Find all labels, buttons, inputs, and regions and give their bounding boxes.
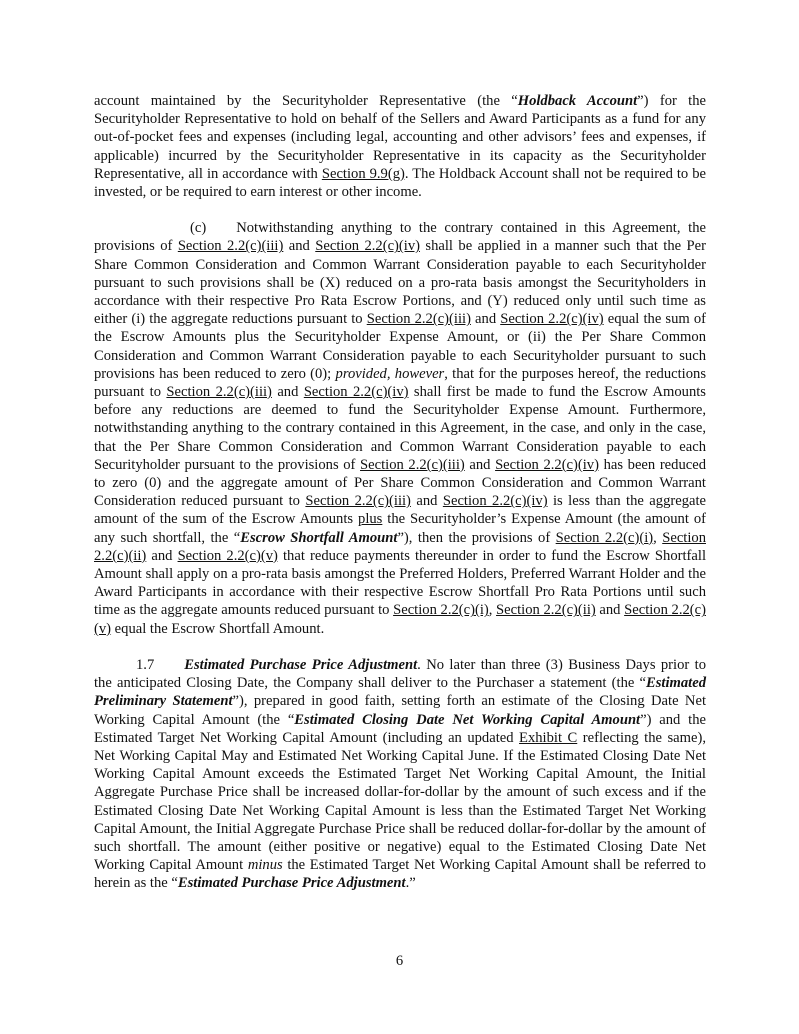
defined-term-holdback-account: Holdback Account (517, 93, 638, 109)
section-number: 1.7 (136, 656, 155, 673)
paragraph-holdback-account: account maintained by the Securityholder Representative (the “Holdback Account”) for the Securityholder Representative to hold on behalf of the Sellers and Award Participants as a fund for any out-of-pocket fees and expenses (including legal, accounting and other advisors’ fees and expenses, if applicable) incurred by the Securityholder Representative in its capacity as the Securityholder Representative, all in accordance with Section 9.9(g). The Holdback Account shall not be required to be invested, or be required to earn interest or other income. (94, 93, 707, 201)
section-reference: Section 2.2(c)(iv) (315, 238, 420, 255)
section-reference: Section 2.2(c)(iii) (305, 493, 411, 510)
paragraph-label: (c) (190, 220, 207, 237)
section-reference: Section 2.2(c)(iv) (442, 493, 548, 510)
section-reference: Section 2.2(c)(iii) (177, 238, 284, 255)
section-reference: Section 2.2(c)(ii) (94, 529, 706, 564)
defined-term-estimated-closing-date-nwc-amount: Estimated Closing Date Net Working Capital Amount (294, 711, 641, 728)
section-reference: Section 2.2(c)(v) (94, 602, 706, 637)
defined-term-escrow-shortfall-amount: Escrow Shortfall Amount (240, 529, 398, 546)
section-1-7: 1.7 Estimated Purchase Price Adjustment. No later than three (3) Business Days prior to the anticipated Closing Date, the Company shall deliver to the Purchaser a statement (the “Estimated Preliminary Statement”), prepared in good faith, setting forth an estimate of the Closing Date Net Working Capital Amount (the “Estimated Closing Date Net Working Capital Amount”) and the Estimated Target Net Working Capital Amount (including an updated Exhibit C reflecting the same), Net Working Capital May and Estimated Net Working Capital June. If the Estimated Closing Date Net Working Capital Amount exceeds the Estimated Target Net Working Capital Amount, the Initial Aggregate Purchase Price shall be increased dollar-for-dollar by the amount of such excess and if the Estimated Closing Date Net Working Capital Amount is less than the Estimated Target Net Working Capital Amount, the Initial Aggregate Purchase Price shall be reduced dollar-for-dollar by the amount of such shortfall. The amount (either positive or negative) equal to the Estimated Closing Date Net Working Capital Amount minus the Estimated Target Net Working Capital Amount shall be referred to herein as the “Estimated Purchase Price Adjustment.” (94, 656, 706, 892)
document-page (94, 92, 706, 911)
section-reference: Section 9.9(g) (321, 165, 405, 182)
section-heading: Estimated Purchase Price Adjustment (184, 656, 418, 673)
plus-term: plus (358, 511, 383, 528)
section-reference: Section 2.2(c)(iii) (360, 456, 465, 473)
section-reference: Section 2.2(c)(iv) (500, 311, 604, 328)
page-number: 6 (395, 953, 404, 969)
section-reference: Section 2.2(c)(iv) (495, 456, 599, 473)
section-reference: Section 2.2(c)(i) (393, 602, 489, 619)
section-reference: Section 2.2(c)(iii) (166, 384, 272, 401)
provided-however: provided, however (335, 365, 445, 382)
section-reference: Section 2.2(c)(iv) (303, 384, 409, 401)
exhibit-reference: Exhibit C (519, 729, 578, 746)
section-reference: Section 2.2(c)(i) (555, 529, 654, 546)
section-reference: Section 2.2(c)(iii) (366, 311, 471, 328)
minus-term: minus (247, 857, 283, 874)
paragraph-c: (c) Notwithstanding anything to the contrary contained in this Agreement, the provisions of Section 2.2(c)(iii) and Section 2.2(c)(iv) shall be applied in a manner such that the Per Share Common Consideration and Common Warrant Consideration payable to each Securityholder pursuant to such provisions shall be (X) reduced on a pro-rata basis amongst the Securityholders in accordance with their respective Pro Rata Escrow Portions, and (Y) reduced only until such time as either (i) the aggregate reductions pursuant to Section 2.2(c)(iii) and Section 2.2(c)(iv) equal the sum of the Escrow Amounts plus the Securityholder Expense Amount, or (ii) the Per Share Common Consideration and Common Warrant Consideration payable to each Securityholder pursuant to such provisions has been reduced to zero (0); provided, however, that for the purposes hereof, the reductions pursuant to Section 2.2(c)(iii) and Section 2.2(c)(iv) shall first be made to fund the Escrow Amounts before any reductions are deemed to fund the Securityholder Expense Amount. Furthermore, notwithstanding anything to the contrary contained in this Agreement, in the case, and only in the case, that the Per Share Common Consideration and Common Warrant Consideration payable to each Securityholder pursuant to the provisions of Section 2.2(c)(iii) and Section 2.2(c)(iv) has been reduced to zero (0) and the aggregate amount of Per Share Common Consideration and Common Warrant Consideration reduced pursuant to Section 2.2(c)(iii) and Section 2.2(c)(iv) is less than the aggregate amount of the sum of the Escrow Amounts plus the Securityholder’s Expense Amount (the amount of any such shortfall, the “Escrow Shortfall Amount”), then the provisions of Section 2.2(c)(i), Section 2.2(c)(ii) and Section 2.2(c)(v) that reduce payments thereunder in order to fund the Escrow Shortfall Amount shall apply on a pro-rata basis amongst the Preferred Holders, Preferred Warrant Holder and the Award Participants in accordance with their respective Escrow Shortfall Pro Rata Portions until such time as the aggregate amounts reduced pursuant to Section 2.2(c)(i), Section 2.2(c)(ii) and Section 2.2(c)(v) equal the Escrow Shortfall Amount. (94, 220, 707, 637)
section-reference: Section 2.2(c)(ii) (496, 602, 596, 619)
section-reference: Section 2.2(c)(v) (177, 547, 278, 564)
defined-term-estimated-preliminary-statement: Estimated Preliminary Statement (94, 675, 706, 710)
defined-term-estimated-purchase-price-adjustment: Estimated Purchase Price Adjustment (177, 875, 406, 892)
